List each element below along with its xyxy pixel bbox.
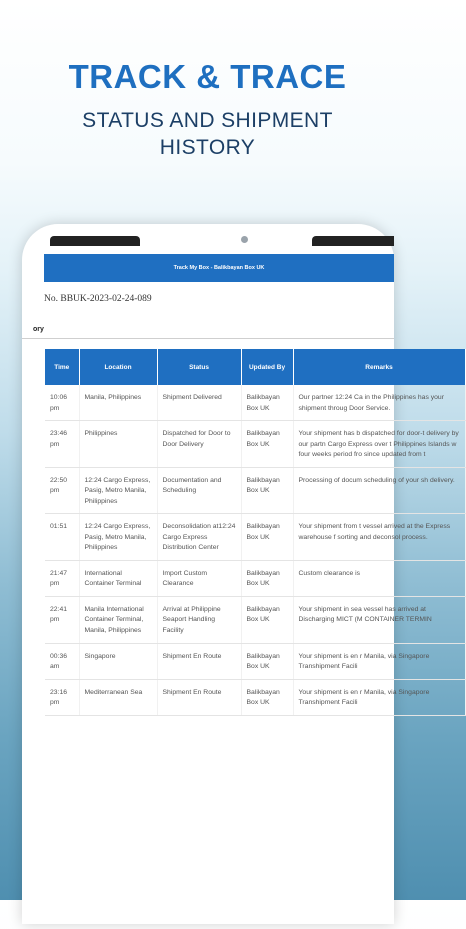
table-header-row	[45, 349, 465, 385]
phone-notch	[140, 224, 290, 246]
time-cell: 23:16 pm	[45, 679, 79, 715]
table-row	[45, 467, 465, 514]
location-cell: 12:24 Cargo Express, Pasig, Metro Manila, Philippines	[79, 467, 157, 514]
phone-mockup	[22, 224, 459, 924]
location-cell: Manila, Philippines	[79, 385, 157, 421]
time-cell: 23:46 pm	[45, 421, 79, 468]
promo-subtitle	[0, 107, 415, 161]
header-location: Location	[79, 349, 157, 385]
header-status: Status	[157, 349, 241, 385]
remarks-cell: Your shipment has b dispatched for door-t delivery by our partn Cargo Express over t Philippines Islands w four weeks period fro since updated from t	[293, 421, 465, 468]
time-cell: 10:06 pm	[45, 385, 79, 421]
table-row	[45, 596, 465, 643]
updated-by-cell: Balikbayan Box UK	[241, 679, 293, 715]
remarks-cell: Processing of docum scheduling of your sh delivery.	[293, 467, 465, 514]
updated-by-cell: Balikbayan Box UK	[241, 560, 293, 596]
remarks-cell: Custom clearance is	[293, 560, 465, 596]
status-cell: Shipment En Route	[157, 643, 241, 679]
time-cell: 22:41 pm	[45, 596, 79, 643]
phone-bezel-right	[312, 236, 394, 246]
promo-title: TRACK & TRACE	[68, 58, 347, 95]
remarks-cell: Your shipment from t vessel arrived at the Express warehouse f sorting and deconsol process.	[293, 514, 465, 561]
history-table	[45, 349, 466, 716]
status-cell: Import Custom Clearance	[157, 560, 241, 596]
location-cell: Singapore	[79, 643, 157, 679]
updated-by-cell: Balikbayan Box UK	[241, 514, 293, 561]
remarks-cell: Your shipment is en r Manila, via Singapore Transhipment Facili	[293, 679, 465, 715]
updated-by-cell: Balikbayan Box UK	[241, 596, 293, 643]
table-row	[45, 421, 465, 468]
updated-by-cell: Balikbayan Box UK	[241, 467, 293, 514]
header-updated-by: Updated By	[241, 349, 293, 385]
table-row	[45, 643, 465, 679]
location-cell: International Container Terminal	[79, 560, 157, 596]
remarks-cell: Our partner 12:24 Ca in the Philippines has your shipment throug Door Service.	[293, 385, 465, 421]
history-section-label: ory	[33, 326, 44, 333]
table-row	[45, 514, 465, 561]
remarks-cell: Your shipment in sea vessel has arrived at Discharging MICT (M CONTAINER TERMIN	[293, 596, 465, 643]
location-cell: Manila International Container Terminal, Manila, Philippines	[79, 596, 157, 643]
table-row	[45, 560, 465, 596]
camera-icon	[241, 236, 248, 243]
table-row	[45, 385, 465, 421]
remarks-cell: Your shipment is en r Manila, via Singapore Transhipment Facili	[293, 643, 465, 679]
time-cell: 22:50 pm	[45, 467, 79, 514]
status-cell: Dispatched for Door to Door Delivery	[157, 421, 241, 468]
location-cell: Philippines	[79, 421, 157, 468]
time-cell: 00:36 am	[45, 643, 79, 679]
time-cell: 01:51	[45, 514, 79, 561]
status-cell: Deconsolidation at12:24 Cargo Express Distribution Center	[157, 514, 241, 561]
history-table-container[interactable]	[45, 349, 459, 929]
status-cell: Shipment Delivered	[157, 385, 241, 421]
location-cell: Mediterranean Sea	[79, 679, 157, 715]
status-cell: Shipment En Route	[157, 679, 241, 715]
header-remarks: Remarks	[293, 349, 465, 385]
promo-subtitle-line-1: STATUS AND SHIPMENT	[82, 109, 333, 132]
app-header: Track My Box - Balikbayan Box UK	[44, 254, 394, 282]
status-cell: Documentation and Scheduling	[157, 467, 241, 514]
promo-subtitle-line-2: HISTORY	[159, 136, 256, 159]
status-cell: Arrival at Philippine Seaport Handling Facility	[157, 596, 241, 643]
location-cell: 12:24 Cargo Express, Pasig, Metro Manila, Philippines	[79, 514, 157, 561]
header-time: Time	[45, 349, 79, 385]
updated-by-cell: Balikbayan Box UK	[241, 643, 293, 679]
table-row	[45, 679, 465, 715]
updated-by-cell: Balikbayan Box UK	[241, 385, 293, 421]
tracking-number: No. BBUK-2023-02-24-089	[44, 294, 152, 304]
section-divider	[22, 338, 394, 339]
updated-by-cell: Balikbayan Box UK	[241, 421, 293, 468]
time-cell: 21:47 pm	[45, 560, 79, 596]
phone-bezel-left	[50, 236, 140, 246]
